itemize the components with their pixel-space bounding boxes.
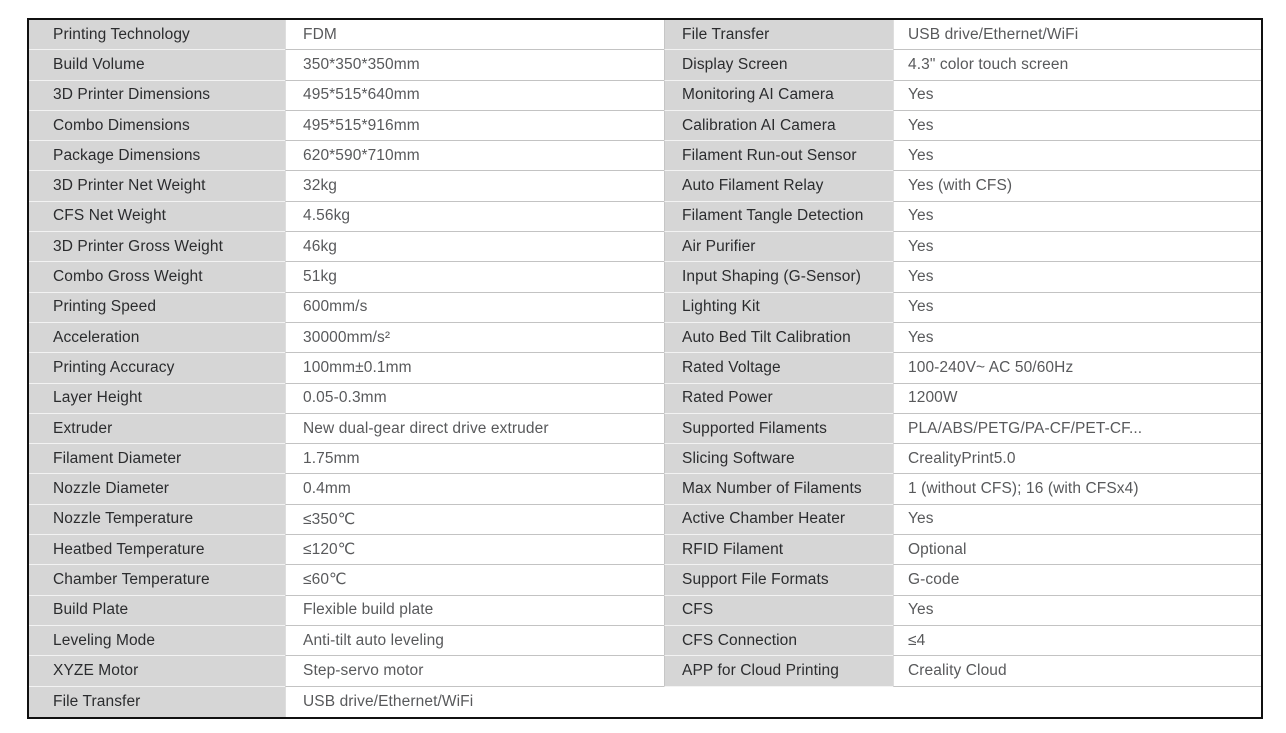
spec-value-left: 0.05-0.3mm <box>285 384 664 414</box>
spec-value-left: 51kg <box>285 262 664 292</box>
spec-row <box>29 293 1261 323</box>
spec-label-left: Printing Technology <box>29 20 285 50</box>
spec-label-right: Air Purifier <box>664 232 893 262</box>
spec-label-left: Chamber Temperature <box>29 565 285 595</box>
spec-row <box>29 111 1261 141</box>
spec-row <box>29 596 1261 626</box>
spec-value-right: Yes <box>893 81 1261 111</box>
spec-value-right: 1200W <box>893 384 1261 414</box>
spec-row <box>29 656 1261 686</box>
spec-row <box>29 141 1261 171</box>
spec-label-right: Supported Filaments <box>664 414 893 444</box>
spec-label-right: Filament Run-out Sensor <box>664 141 893 171</box>
spec-value-left: 46kg <box>285 232 664 262</box>
spec-row <box>29 171 1261 201</box>
spec-label-left: 3D Printer Dimensions <box>29 81 285 111</box>
spec-value-right: Yes <box>893 202 1261 232</box>
spec-value-right: 4.3" color touch screen <box>893 50 1261 80</box>
spec-value-right: Yes <box>893 293 1261 323</box>
spec-value-left: Flexible build plate <box>285 596 664 626</box>
spec-value-span: USB drive/Ethernet/WiFi <box>285 687 1261 717</box>
spec-label-left: Leveling Mode <box>29 626 285 656</box>
spec-label-right: Rated Voltage <box>664 353 893 383</box>
spec-row <box>29 353 1261 383</box>
spec-row <box>29 323 1261 353</box>
spec-label-right: CFS <box>664 596 893 626</box>
spec-label-left: Nozzle Temperature <box>29 505 285 535</box>
spec-value-left: ≤60℃ <box>285 565 664 595</box>
spec-value-left: 4.56kg <box>285 202 664 232</box>
spec-value-right: Yes <box>893 232 1261 262</box>
spec-value-right: PLA/ABS/PETG/PA-CF/PET-CF... <box>893 414 1261 444</box>
spec-value-right: Optional <box>893 535 1261 565</box>
spec-label-right: Calibration AI Camera <box>664 111 893 141</box>
spec-label-right: Input Shaping (G-Sensor) <box>664 262 893 292</box>
spec-label-left: Printing Accuracy <box>29 353 285 383</box>
spec-value-right: 1 (without CFS); 16 (with CFSx4) <box>893 474 1261 504</box>
spec-row <box>29 81 1261 111</box>
spec-value-left: 495*515*916mm <box>285 111 664 141</box>
spec-row <box>29 505 1261 535</box>
spec-label-left: Heatbed Temperature <box>29 535 285 565</box>
spec-row <box>29 474 1261 504</box>
spec-label-left: Filament Diameter <box>29 444 285 474</box>
spec-value-right: G-code <box>893 565 1261 595</box>
spec-value-right: Yes <box>893 262 1261 292</box>
spec-label-left: Package Dimensions <box>29 141 285 171</box>
spec-label-left: CFS Net Weight <box>29 202 285 232</box>
spec-value-right: Yes (with CFS) <box>893 171 1261 201</box>
spec-label-left: Nozzle Diameter <box>29 474 285 504</box>
spec-label-right: APP for Cloud Printing <box>664 656 893 686</box>
spec-label-left: Layer Height <box>29 384 285 414</box>
spec-label-left: Acceleration <box>29 323 285 353</box>
spec-row <box>29 565 1261 595</box>
spec-value-right: USB drive/Ethernet/WiFi <box>893 20 1261 50</box>
spec-label-left: Build Volume <box>29 50 285 80</box>
spec-row <box>29 232 1261 262</box>
spec-label-left: Combo Dimensions <box>29 111 285 141</box>
spec-value-right: Yes <box>893 141 1261 171</box>
spec-label-left: 3D Printer Net Weight <box>29 171 285 201</box>
spec-label-left: Combo Gross Weight <box>29 262 285 292</box>
spec-label-left: Build Plate <box>29 596 285 626</box>
spec-value-left: 495*515*640mm <box>285 81 664 111</box>
spec-value-right: ≤4 <box>893 626 1261 656</box>
spec-label-right: Auto Filament Relay <box>664 171 893 201</box>
spec-row <box>29 626 1261 656</box>
spec-label-left: File Transfer <box>29 687 285 717</box>
spec-value-left: 1.75mm <box>285 444 664 474</box>
spec-row <box>29 262 1261 292</box>
spec-table <box>27 18 1263 719</box>
spec-value-right: Yes <box>893 111 1261 141</box>
spec-label-left: 3D Printer Gross Weight <box>29 232 285 262</box>
spec-label-right: Rated Power <box>664 384 893 414</box>
spec-value-left: FDM <box>285 20 664 50</box>
spec-value-left: 32kg <box>285 171 664 201</box>
spec-label-right: Lighting Kit <box>664 293 893 323</box>
spec-label-right: Display Screen <box>664 50 893 80</box>
spec-label-right: Slicing Software <box>664 444 893 474</box>
spec-value-left: 600mm/s <box>285 293 664 323</box>
spec-label-left: Printing Speed <box>29 293 285 323</box>
spec-value-left: 30000mm/s² <box>285 323 664 353</box>
spec-row <box>29 444 1261 474</box>
spec-value-right: Yes <box>893 505 1261 535</box>
spec-label-left: XYZE Motor <box>29 656 285 686</box>
spec-label-right: Monitoring AI Camera <box>664 81 893 111</box>
spec-value-right: CrealityPrint5.0 <box>893 444 1261 474</box>
spec-value-left: ≤350℃ <box>285 505 664 535</box>
spec-label-right: Active Chamber Heater <box>664 505 893 535</box>
spec-value-right: Creality Cloud <box>893 656 1261 686</box>
spec-value-left: Anti-tilt auto leveling <box>285 626 664 656</box>
spec-value-left: New dual-gear direct drive extruder <box>285 414 664 444</box>
spec-value-left: 620*590*710mm <box>285 141 664 171</box>
spec-label-right: Filament Tangle Detection <box>664 202 893 232</box>
spec-label-right: Auto Bed Tilt Calibration <box>664 323 893 353</box>
spec-value-left: 100mm±0.1mm <box>285 353 664 383</box>
spec-row <box>29 535 1261 565</box>
spec-row <box>29 202 1261 232</box>
spec-label-right: Support File Formats <box>664 565 893 595</box>
spec-row <box>29 384 1261 414</box>
spec-value-right: Yes <box>893 596 1261 626</box>
spec-label-right: Max Number of Filaments <box>664 474 893 504</box>
spec-value-right: 100-240V~ AC 50/60Hz <box>893 353 1261 383</box>
spec-value-left: 0.4mm <box>285 474 664 504</box>
spec-label-left: Extruder <box>29 414 285 444</box>
spec-value-left: ≤120℃ <box>285 535 664 565</box>
spec-row <box>29 20 1261 50</box>
spec-label-right: CFS Connection <box>664 626 893 656</box>
spec-row <box>29 50 1261 80</box>
spec-label-right: File Transfer <box>664 20 893 50</box>
spec-value-left: Step-servo motor <box>285 656 664 686</box>
spec-footer-row <box>29 687 1261 717</box>
spec-label-right: RFID Filament <box>664 535 893 565</box>
spec-value-right: Yes <box>893 323 1261 353</box>
spec-row <box>29 414 1261 444</box>
spec-value-left: 350*350*350mm <box>285 50 664 80</box>
